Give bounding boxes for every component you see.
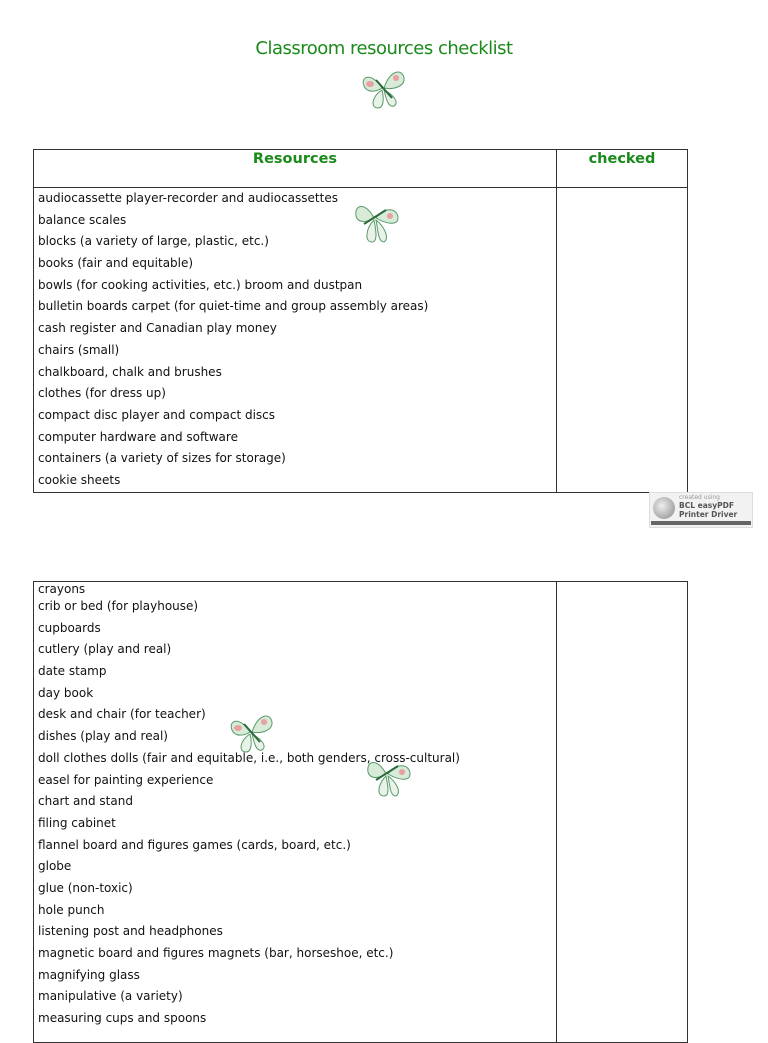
watermark-line3: Printer Driver — [679, 510, 738, 519]
list-item: crib or bed (for playhouse) — [38, 599, 199, 613]
list-item: day book — [38, 685, 94, 700]
table-body-row — [34, 188, 688, 493]
list-item: filing cabinet — [38, 815, 116, 830]
resources-list — [34, 582, 557, 1043]
list-item: clothes (for dress up) — [38, 386, 166, 401]
list-item: measuring cups and spoons — [38, 1011, 207, 1026]
list-item: hole punch — [38, 902, 105, 917]
header-checked: checked — [557, 150, 688, 188]
list-item: dishes (play and real) — [38, 729, 168, 744]
list-item: bowls (for cooking activities, etc.) broom and dustpan — [38, 277, 363, 292]
list-item: computer hardware and software — [38, 429, 238, 444]
list-item: listening post and headphones — [38, 924, 223, 939]
table-body-row — [34, 582, 688, 1043]
bcl-logo-icon — [653, 497, 675, 519]
watermark-line2: BCL easyPDF — [679, 501, 734, 510]
watermark-bar — [651, 521, 751, 525]
list-item: books (fair and equitable) — [38, 256, 194, 271]
list-item: audiocassette player-recorder and audiocassettes — [38, 191, 338, 205]
list-item: chart and stand — [38, 794, 133, 809]
list-item: magnetic board and figures magnets (bar, horseshoe, etc.) — [38, 946, 394, 960]
list-item: flannel board and figures games (cards, board, etc.) — [38, 837, 351, 852]
list-item: manipulative (a variety) — [38, 989, 183, 1004]
list-item: doll clothes dolls (fair and equitable, i.e., both genders, cross-cultural) — [38, 750, 460, 765]
list-item: cutlery (play and real) — [38, 642, 172, 657]
list-item: blocks (a variety of large, plastic, etc.) — [38, 234, 269, 249]
document-title: Classroom resources checklist — [255, 38, 513, 59]
list-item: glue (non-toxic) — [38, 880, 133, 895]
resources-table-2 — [33, 581, 688, 1043]
watermark-line1: created using — [679, 494, 720, 501]
list-item: desk and chair (for teacher) — [38, 707, 206, 722]
list-item: cash register and Canadian play money — [38, 321, 277, 336]
list-item: date stamp — [38, 664, 107, 679]
list-item: bulletin boards carpet (for quiet-time and group assembly areas) — [38, 299, 429, 314]
list-item: cupboards — [38, 620, 101, 635]
checked-column[interactable] — [557, 582, 688, 1043]
table-header-row — [34, 150, 688, 188]
list-item: crayons — [38, 582, 86, 596]
list-item: chalkboard, chalk and brushes — [38, 364, 222, 379]
resources-table-1 — [33, 149, 688, 493]
list-item: containers (a variety of sizes for storage) — [38, 451, 286, 466]
list-item: cookie sheets — [38, 472, 121, 487]
pdf-watermark — [649, 492, 753, 528]
header-resources: Resources — [34, 150, 557, 188]
list-item: balance scales — [38, 212, 127, 227]
checked-column[interactable] — [557, 188, 688, 493]
list-item: globe — [38, 859, 72, 874]
list-item: magnifying glass — [38, 967, 140, 982]
list-item: compact disc player and compact discs — [38, 407, 276, 422]
list-item: chairs (small) — [38, 342, 120, 357]
resources-list — [34, 188, 557, 493]
butterfly-icon — [358, 66, 410, 112]
list-item: easel for painting experience — [38, 772, 214, 787]
